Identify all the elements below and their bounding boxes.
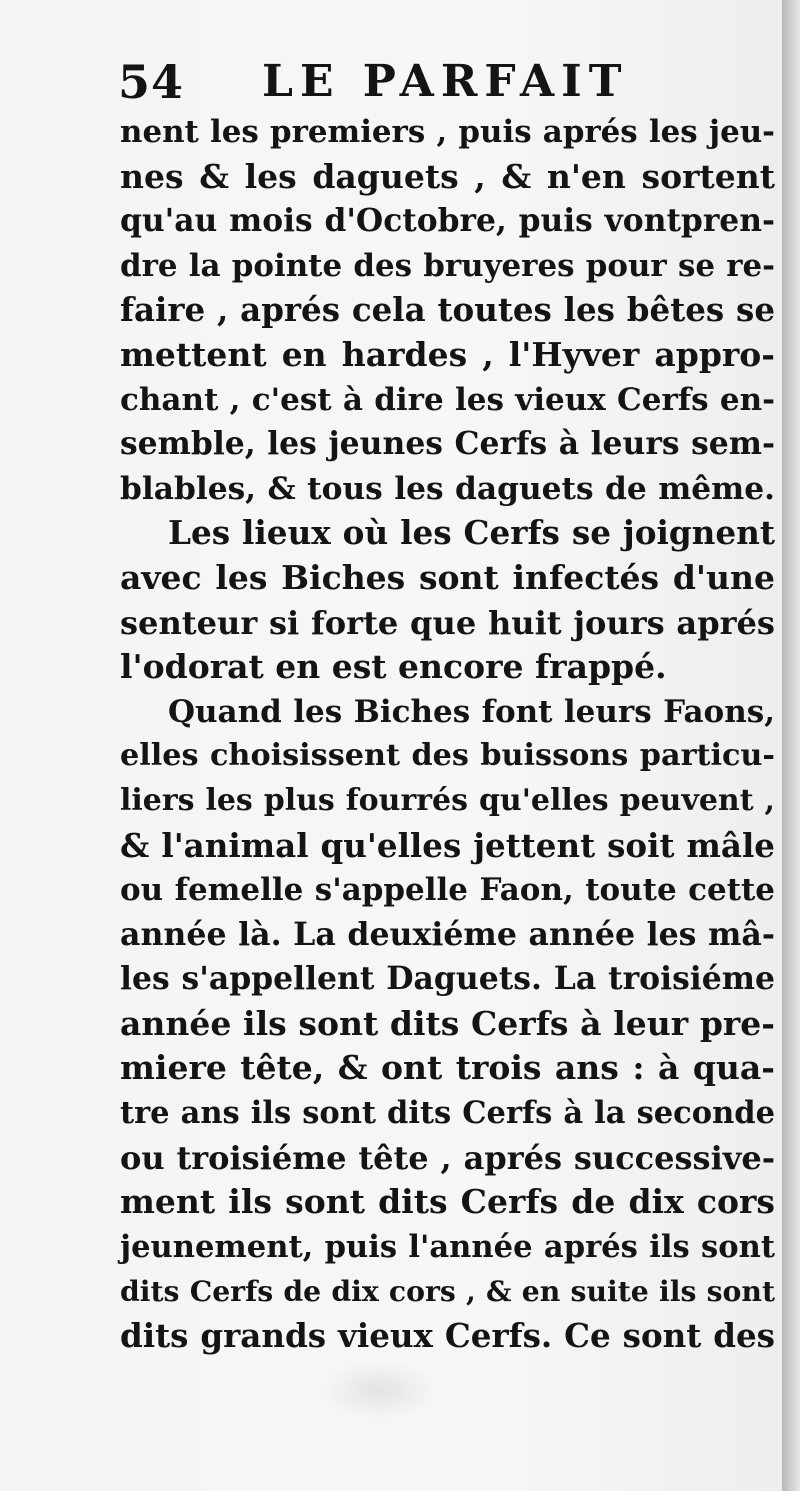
text-line: elles choisissent des buissons particu- [120,738,775,774]
text-line: ou troisiéme tête , aprés successive- [120,1138,775,1177]
text-line: dre la pointe des bruyeres pour se re- [120,247,775,284]
text-line: ment ils sont dits Cerfs de dix cors [120,1182,775,1222]
text-line: chant , c'est à dire les vieux Cerfs en- [120,381,775,418]
text-line: qu'au mois d'Octobre, puis vontpren- [120,203,775,240]
text-line: miere tête, & ont trois ans : à qua- [120,1048,775,1088]
bleed-through-mark [320,1360,440,1420]
text-line: avec les Biches sont infectés d'une [120,557,775,597]
text-line: les s'appellent Daguets. La troisiéme [120,960,775,998]
text-line: dits grands vieux Cerfs. Ce sont des [120,1316,775,1356]
page-number: 54 [118,55,185,109]
body-text [120,110,775,1359]
text-line: année là. La deuxiéme année les mâ- [120,915,775,953]
paragraph-end-line: l'odorat en est encore frappé. [120,647,667,687]
book-title: LE PARFAIT [262,56,629,107]
text-line: semble, les jeunes Cerfs à leurs sem- [120,426,775,463]
text-line: faire , aprés cela toutes les bêtes se [120,290,775,330]
page-gutter [782,0,800,1491]
text-line: blables, & tous les daguets de même. [120,470,775,507]
paragraph-start-line: Les lieux où les Cerfs se joignent [168,513,775,553]
text-line: jeunement, puis l'année aprés ils sont [120,1228,775,1265]
text-line: nes & les daguets , & n'en sortent [120,156,775,196]
text-line: tre ans ils sont dits Cerfs à la seconde [120,1095,775,1132]
text-line: année ils sont dits Cerfs à leur pre- [120,1003,775,1043]
text-line: mettent en hardes , l'Hyver appro- [120,334,775,374]
text-line: liers les plus fourrés qu'elles peuvent , [120,782,775,818]
paragraph-start-line: Quand les Biches font leurs Faons, [168,693,775,730]
text-line: dits Cerfs de dix cors , & en suite ils sont [120,1274,775,1309]
text-line: senteur si forte que huit jours aprés [120,603,775,642]
text-line: & l'animal qu'elles jettent soit mâle [120,825,775,865]
running-head [118,52,768,112]
text-line: ou femelle s'appelle Faon, toute cette [120,872,775,909]
text-line: nent les premiers , puis aprés les jeu- [120,114,775,150]
